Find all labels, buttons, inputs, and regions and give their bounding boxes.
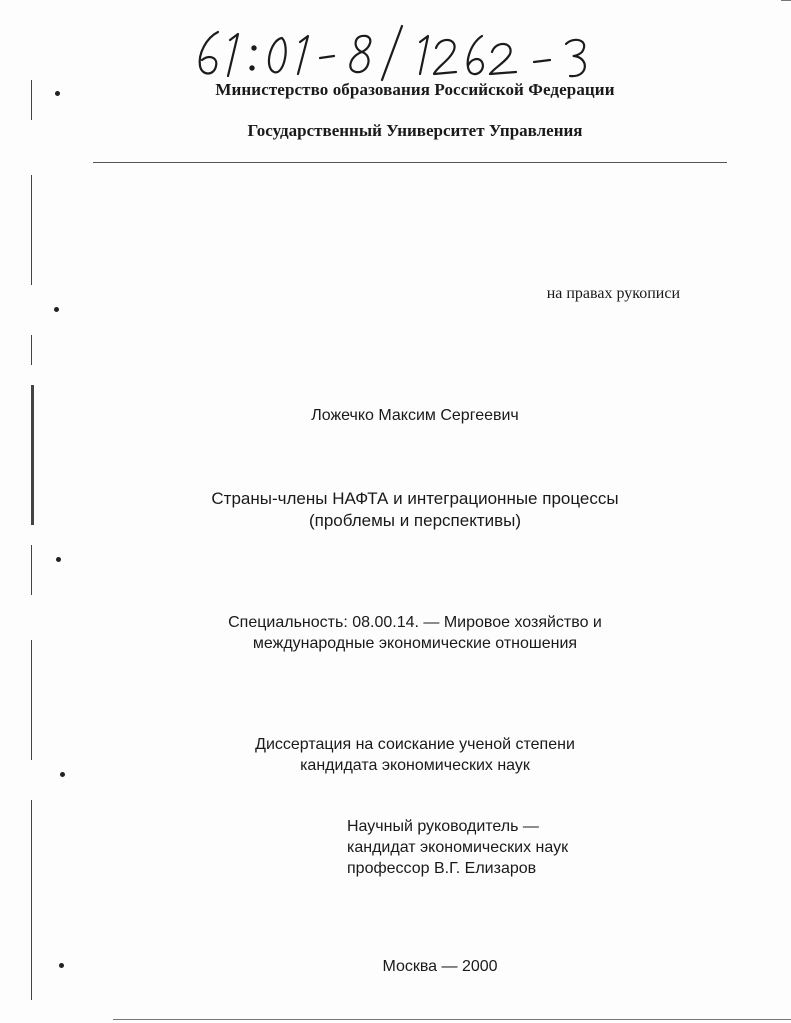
scan-speck [59, 963, 64, 968]
handwritten-archive-number [170, 18, 610, 88]
scan-bottom-edge [113, 1019, 791, 1020]
ministry-heading: Министерство образования Российской Федерации [215, 80, 615, 99]
degree-block [150, 734, 680, 776]
supervisor-block [347, 816, 677, 879]
header-divider [93, 162, 727, 163]
supervisor-line: Научный руководитель — [347, 818, 539, 835]
title-line: (проблемы и перспективы) [308, 511, 522, 530]
degree-line: кандидата экономических наук [300, 757, 530, 774]
scan-margin-line [31, 640, 32, 760]
scan-margin-line [31, 80, 32, 120]
specialty-block [150, 612, 680, 654]
scan-corner-mark [781, 0, 791, 1]
degree-line: Диссертация на соискание ученой степени [255, 736, 575, 753]
university-heading: Государственный Университет Управления [247, 121, 583, 140]
specialty-line: Специальность: 08.00.14. — Мировое хозяйство и [228, 614, 602, 631]
supervisor-line: кандидат экономических наук [347, 839, 569, 856]
city-year: Москва — 2000 [382, 958, 498, 975]
scan-margin-line [31, 800, 32, 1000]
dissertation-title [150, 488, 680, 532]
scan-speck [55, 91, 60, 96]
scan-margin-line [31, 175, 32, 285]
scan-margin-line [31, 335, 32, 365]
scan-speck [54, 307, 59, 312]
author-name: Ложечко Максим Сергеевич [311, 407, 519, 424]
scan-margin-line [31, 545, 32, 595]
specialty-line: международные экономические отношения [252, 635, 578, 652]
manuscript-note: на правах рукописи [546, 285, 680, 302]
scan-margin-line [31, 385, 34, 525]
title-line: Страны-члены НАФТА и интеграционные процессы [211, 489, 619, 508]
scan-speck [60, 772, 65, 777]
supervisor-line: профессор В.Г. Елизаров [347, 860, 537, 877]
scan-speck [56, 557, 61, 562]
